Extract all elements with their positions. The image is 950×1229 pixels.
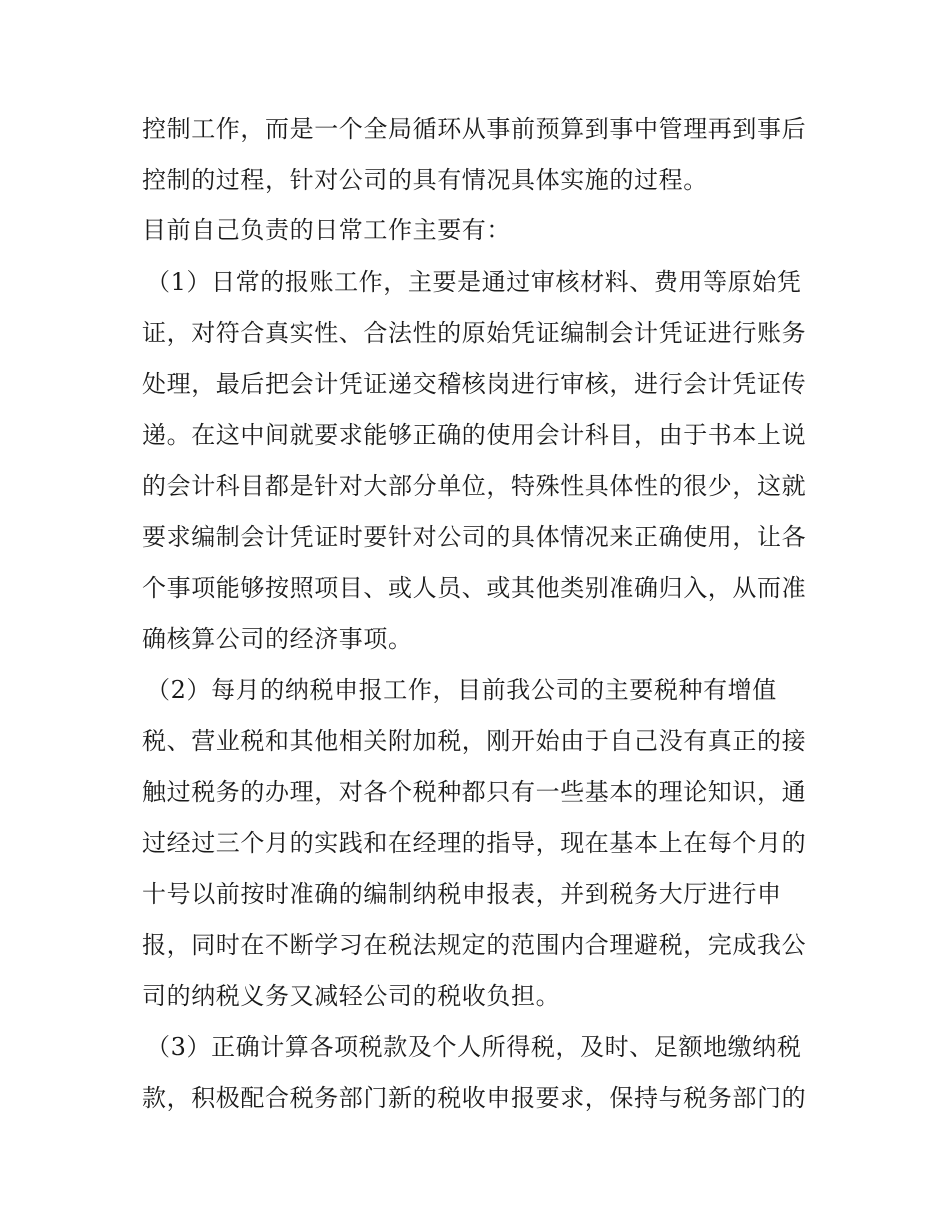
text-line: 递。在这中间就要求能够正确的使用会计科目，由于书本上说 (142, 421, 807, 449)
text-line: 个事项能够按照项目、或人员、或其他类别准确归入，从而准 (142, 574, 807, 602)
text-line: 司的纳税义务又减轻公司的税收负担。 (142, 982, 561, 1010)
text-line: 要求编制会计凭证时要针对公司的具体情况来正确使用，让各 (142, 523, 807, 551)
text-line: 控制工作，而是一个全局循环从事前预算到事中管理再到事后 (142, 115, 807, 143)
text-line: 证，对符合真实性、合法性的原始凭证编制会计凭证进行账务 (142, 319, 807, 347)
text-line: 十号以前按时准确的编制纳税申报表，并到税务大厅进行申 (142, 880, 782, 908)
text-line: 控制的过程，针对公司的具有情况具体实施的过程。 (142, 166, 708, 194)
text-line: 款，积极配合税务部门新的税收申报要求，保持与税务部门的 (142, 1084, 807, 1112)
list-item-1-line: （1）日常的报账工作，主要是通过审核材料、费用等原始凭 (146, 268, 802, 296)
list-item-2-line: （2）每月的纳税申报工作，目前我公司的主要税种有增值 (146, 676, 777, 704)
text-line: 目前自己负责的日常工作主要有： (142, 216, 511, 244)
text-line: 税、营业税和其他相关附加税，刚开始由于自己没有真正的接 (142, 727, 807, 755)
text-line: 处理，最后把会计凭证递交稽核岗进行审核，进行会计凭证传 (142, 370, 807, 398)
list-item-3-line: （3）正确计算各项税款及个人所得税，及时、足额地缴纳税 (146, 1033, 802, 1061)
text-line: 确核算公司的经济事项。 (142, 625, 413, 653)
text-line: 报，同时在不断学习在税法规定的范围内合理避税，完成我公 (142, 931, 807, 959)
text-line: 触过税务的办理，对各个税种都只有一些基本的理论知识，通 (142, 778, 807, 806)
text-line: 过经过三个月的实践和在经理的指导，现在基本上在每个月的 (142, 829, 807, 857)
text-line: 的会计科目都是针对大部分单位，特殊性具体性的很少，这就 (142, 472, 807, 500)
